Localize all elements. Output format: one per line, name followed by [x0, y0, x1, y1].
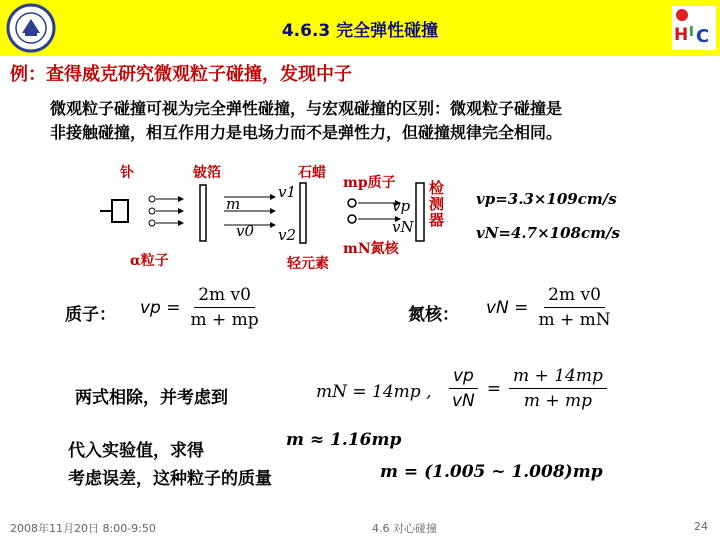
proton-mass-label: mp质子 — [343, 175, 396, 191]
page-number: 24 — [694, 520, 708, 533]
ratio-right — [509, 366, 607, 411]
paragraph-line-2: 非接触碰撞，相互作用力是电场力而不是弹性力，但碰撞规律完全相同。 — [50, 123, 563, 142]
paraffin-label: 石蜡 — [298, 165, 326, 181]
title-bar — [0, 0, 720, 56]
combine-text: 两式相除，并考虑到 — [75, 388, 228, 408]
proton-lhs: vp = — [140, 297, 181, 318]
ratio-left — [448, 366, 479, 411]
nitrogen-formula — [486, 285, 615, 330]
proton-denominator: m + mp — [190, 310, 259, 330]
ratio-right-denominator: m + mp — [523, 391, 593, 411]
nitrogen-mass-label: mN氮核 — [343, 241, 399, 257]
vN-label: vN — [392, 218, 414, 236]
mass-relation: mN = 14mp , — [316, 382, 432, 402]
light-element-label: 轻元素 — [287, 256, 329, 272]
v2-label: v2 — [278, 226, 297, 244]
nitrogen-denominator: m + mN — [538, 310, 611, 330]
proton-fraction — [187, 285, 263, 330]
university-seal-icon — [6, 3, 56, 53]
nitrogen-formula-label: 氮核： — [408, 305, 459, 325]
polonium-source — [112, 200, 128, 222]
svg-text:I: I — [689, 25, 694, 40]
alpha-label: α粒子 — [130, 253, 169, 269]
proton-numerator: 2m v0 — [194, 285, 255, 308]
v1-label: v1 — [278, 183, 297, 201]
error-text: 考虑误差，这种粒子的质量 — [68, 469, 272, 489]
detector-label: 检测器 — [429, 179, 445, 229]
beryllium-label: 铍箔 — [193, 165, 221, 181]
ratio-formula — [448, 366, 607, 411]
result-range: m = (1.005 ~ 1.008)mp — [380, 462, 603, 482]
slide-title: 4.6.3 完全弹性碰撞 — [281, 20, 439, 41]
footer-date: 2008年11月20日 8:00-9:50 — [10, 522, 156, 535]
beryllium-foil — [200, 185, 206, 241]
v0-label: v0 — [236, 222, 255, 240]
ratio-equals: = — [486, 378, 502, 399]
nitrogen-fraction — [534, 285, 614, 330]
vN-value: vN=4.7×108cm/s — [476, 224, 620, 242]
example-heading: 例：查得威克研究微观粒子碰撞，发现中子 — [10, 64, 352, 85]
paraffin-block — [300, 183, 306, 243]
polonium-label: 钋 — [120, 165, 134, 181]
proton-formula — [140, 285, 263, 330]
substitute-text: 代入实验值，求得 — [68, 441, 204, 461]
proton-formula-label: 质子： — [65, 305, 116, 325]
hit-logo-icon — [672, 6, 716, 50]
mass-m-label: m — [226, 195, 241, 213]
svg-text:C: C — [696, 26, 710, 47]
detector-plate — [416, 183, 424, 241]
paragraph-line-1: 微观粒子碰撞可视为完全弹性碰撞，与宏观碰撞的区别：微观粒子碰撞是 — [50, 99, 563, 118]
alpha-particles — [149, 196, 184, 226]
vp-value: vp=3.3×109cm/s — [476, 190, 617, 208]
svg-text:H: H — [674, 25, 689, 45]
footer-section: 4.6 对心碰撞 — [372, 522, 437, 535]
ratio-right-numerator: m + 14mp — [509, 366, 607, 389]
nitrogen-lhs: vN = — [486, 297, 529, 318]
nitrogen-numerator: 2m v0 — [544, 285, 605, 308]
ratio-left-denominator: vN — [452, 391, 475, 411]
result-approx: m ≈ 1.16mp — [286, 430, 402, 450]
ratio-left-numerator: vp — [449, 366, 478, 389]
vp-label: vp — [392, 197, 411, 215]
